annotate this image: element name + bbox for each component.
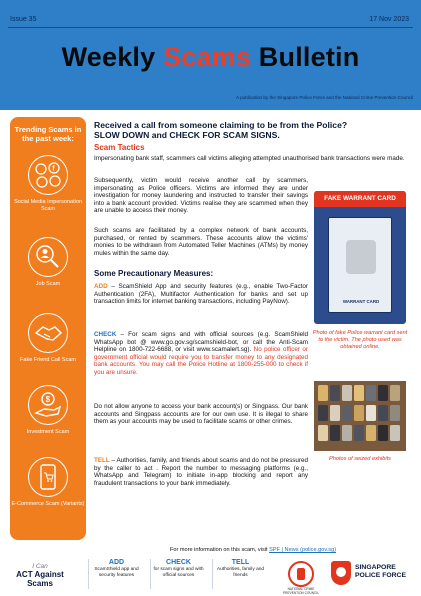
tactics-paragraph-3: Such scams are facilitated by a complex network of bank accounts, purchased, or rented by scammers. These accounts allow the victims' monies to be withdrawn from Automated Teller Machines (ATMs) by money mules within the same day. [94,227,308,257]
trending-label: Job Scam [35,281,61,287]
phone-exhibit [330,425,340,441]
phone-exhibit [378,385,388,401]
phone-exhibit [354,425,364,441]
no-access-paragraph: Do not allow anyone to access your bank account(s) or Singpass. Our bank accounts and Singpass accounts are for our own use. It is illegal to share them as your accounts may be used to facilitate scams or other crimes. [94,403,308,426]
trending-label: Investment Scam [26,429,70,435]
phone-exhibit [366,385,376,401]
money-hand-icon [28,385,68,425]
phone-exhibit [366,425,376,441]
trending-label: Fake Friend Call Scam [20,357,76,363]
phone-exhibit [354,405,364,421]
footer-tell-desc: Authorities, family and friends [216,567,265,578]
phone-cart-icon [28,457,68,497]
phone-exhibit [318,385,328,401]
tactics-paragraph-2: Subsequently, victim would receive another call by scammers, impersonating as Police officers. Victims are informed they are under investigation for money laundering and instructed to transfer their savings into a bank account provided. Victims realise they are scammed when they are unable to access their money. [94,177,308,215]
phone-exhibit [318,405,328,421]
header-divider [8,27,413,28]
acs-i-can: I Can [32,563,48,570]
issue-date: 17 Nov 2023 [369,16,409,23]
spf-line-1: SINGAPORE [355,564,396,571]
warrant-card-label: WARRANT CARD [342,299,380,304]
question-line-1: Received a call from someone claiming to be from the Police? [94,120,348,130]
footer-add [88,559,144,589]
footer-check-desc: for scam signs and with official sources [153,567,204,578]
phone-exhibit [330,405,340,421]
act-against-scams-logo [4,563,76,588]
more-info-text: For more information on this scam, visit [169,547,270,553]
tell-text: – Authorities, family, and friends about scams and do not be pressured by the caller to act . Report the number to messaging platforms (e.g., WhatsApp and Telegram) to initiate in-app blocking and report any fraudulent transactions to your bank immediately. [94,457,308,487]
tell-measure [94,457,308,487]
redacted-face [346,240,376,274]
title-part-bulletin: Bulletin [251,42,360,72]
add-text: – ScamShield App and security features (e.g., enable Two-Factor Authentication (2FA), Multifactor Authentication for banks and set up transaction limits for internet banking transactions, including PayNow). [94,283,308,306]
exhibits-caption: Photos of seized exhibits [329,456,391,462]
ncpc-text: NATIONAL CRIME PREVENTION COUNCIL [283,587,319,595]
footer-tell-title: TELL [231,559,250,566]
fake-warrant-card-banner: FAKE WARRANT CARD [314,191,406,207]
check-text: – For scam signs and with official sources (e.g. ScamShield WhatsApp bot @ www.go.gov.sg/scamshield-bot, or call the Anti-Scam Helpline on 1800-722-6688, or visit www.scamalert.sg). [94,331,308,354]
phone-exhibit [354,385,364,401]
title-part-scams: Scams [163,42,252,72]
svg-text:$: $ [45,394,50,404]
sidebar-title: Trending Scams in the past week: [14,125,82,143]
phone-exhibit [342,425,352,441]
scam-tactics-heading: Scam Tactics [94,143,145,152]
tactics-paragraph-1: Impersonating bank staff, scammers call victims alleging attempted unauthorised bank transactions were made. [94,155,405,162]
check-warning-text: No police officer or government official would require you to transfer money to any designated bank accounts. You may call the Police Hotline at 1800-255-000 to check if you are unsure. [94,346,308,376]
lead-question [94,120,412,140]
more-info-line [94,547,412,553]
precautionary-heading: Some Precautionary Measures: [94,269,214,278]
trending-item-ecommerce [10,457,86,508]
phone-exhibit [378,405,388,421]
footer-add-title: ADD [108,559,125,566]
bulletin-footer [0,557,421,596]
issue-number: Issue 35 [10,16,37,23]
footer-tell [212,559,268,589]
trending-label: Social Media Impersonation Scam [14,199,82,212]
trending-item-fake-friend [10,313,86,364]
trending-scams-sidebar [10,117,86,540]
phone-exhibit [318,425,328,441]
add-keyword: ADD [94,283,108,290]
footer-add-desc: ScamShield app and security features [94,567,139,578]
acs-main: ACT Against Scams [16,570,64,588]
title-part-weekly: Weekly [61,42,164,72]
phone-exhibit [342,405,352,421]
spf-news-link[interactable]: SPF | News (police.gov.sg) [269,547,337,553]
bulletin-title [0,42,421,73]
phone-exhibit [366,405,376,421]
trending-item-social-media [10,155,86,213]
phone-exhibit [390,405,400,421]
trending-label: E-Commerce Scam (Variants) [11,501,85,507]
fake-warrant-card-photo [314,191,406,324]
footer-check [150,559,206,589]
add-measure [94,283,308,306]
spf-line-2: POLICE FORCE [355,572,406,579]
footer-check-title: CHECK [166,559,191,566]
trending-item-job [10,237,86,288]
check-measure [94,331,308,377]
spf-crest-icon [331,561,351,585]
phone-exhibit [390,425,400,441]
bulletin-header [0,0,421,110]
publisher-note: A publication by the Singapore Police Force and the National Crime Prevention Council [236,95,413,100]
question-line-2: SLOW DOWN and CHECK FOR SCAM SIGNS. [94,130,280,140]
tell-keyword: TELL [94,457,110,464]
check-keyword: CHECK [94,331,117,338]
phone-exhibit [378,425,388,441]
phone-exhibit [330,385,340,401]
spf-logo-text [355,564,406,580]
warrant-card-image [328,217,392,313]
phone-exhibit [342,385,352,401]
handshake-icon [28,313,68,353]
seized-exhibits-photo [314,381,406,451]
ncpc-logo [288,561,314,587]
trending-item-investment [10,385,86,436]
social-media-icons [28,155,68,195]
magnifier-person-icon [28,237,68,277]
warrant-card-caption: Photo of fake Police warrant card sent to the victim. The photo used was obtained online. [312,330,408,350]
svg-text:f: f [51,165,55,172]
phone-exhibit [390,385,400,401]
